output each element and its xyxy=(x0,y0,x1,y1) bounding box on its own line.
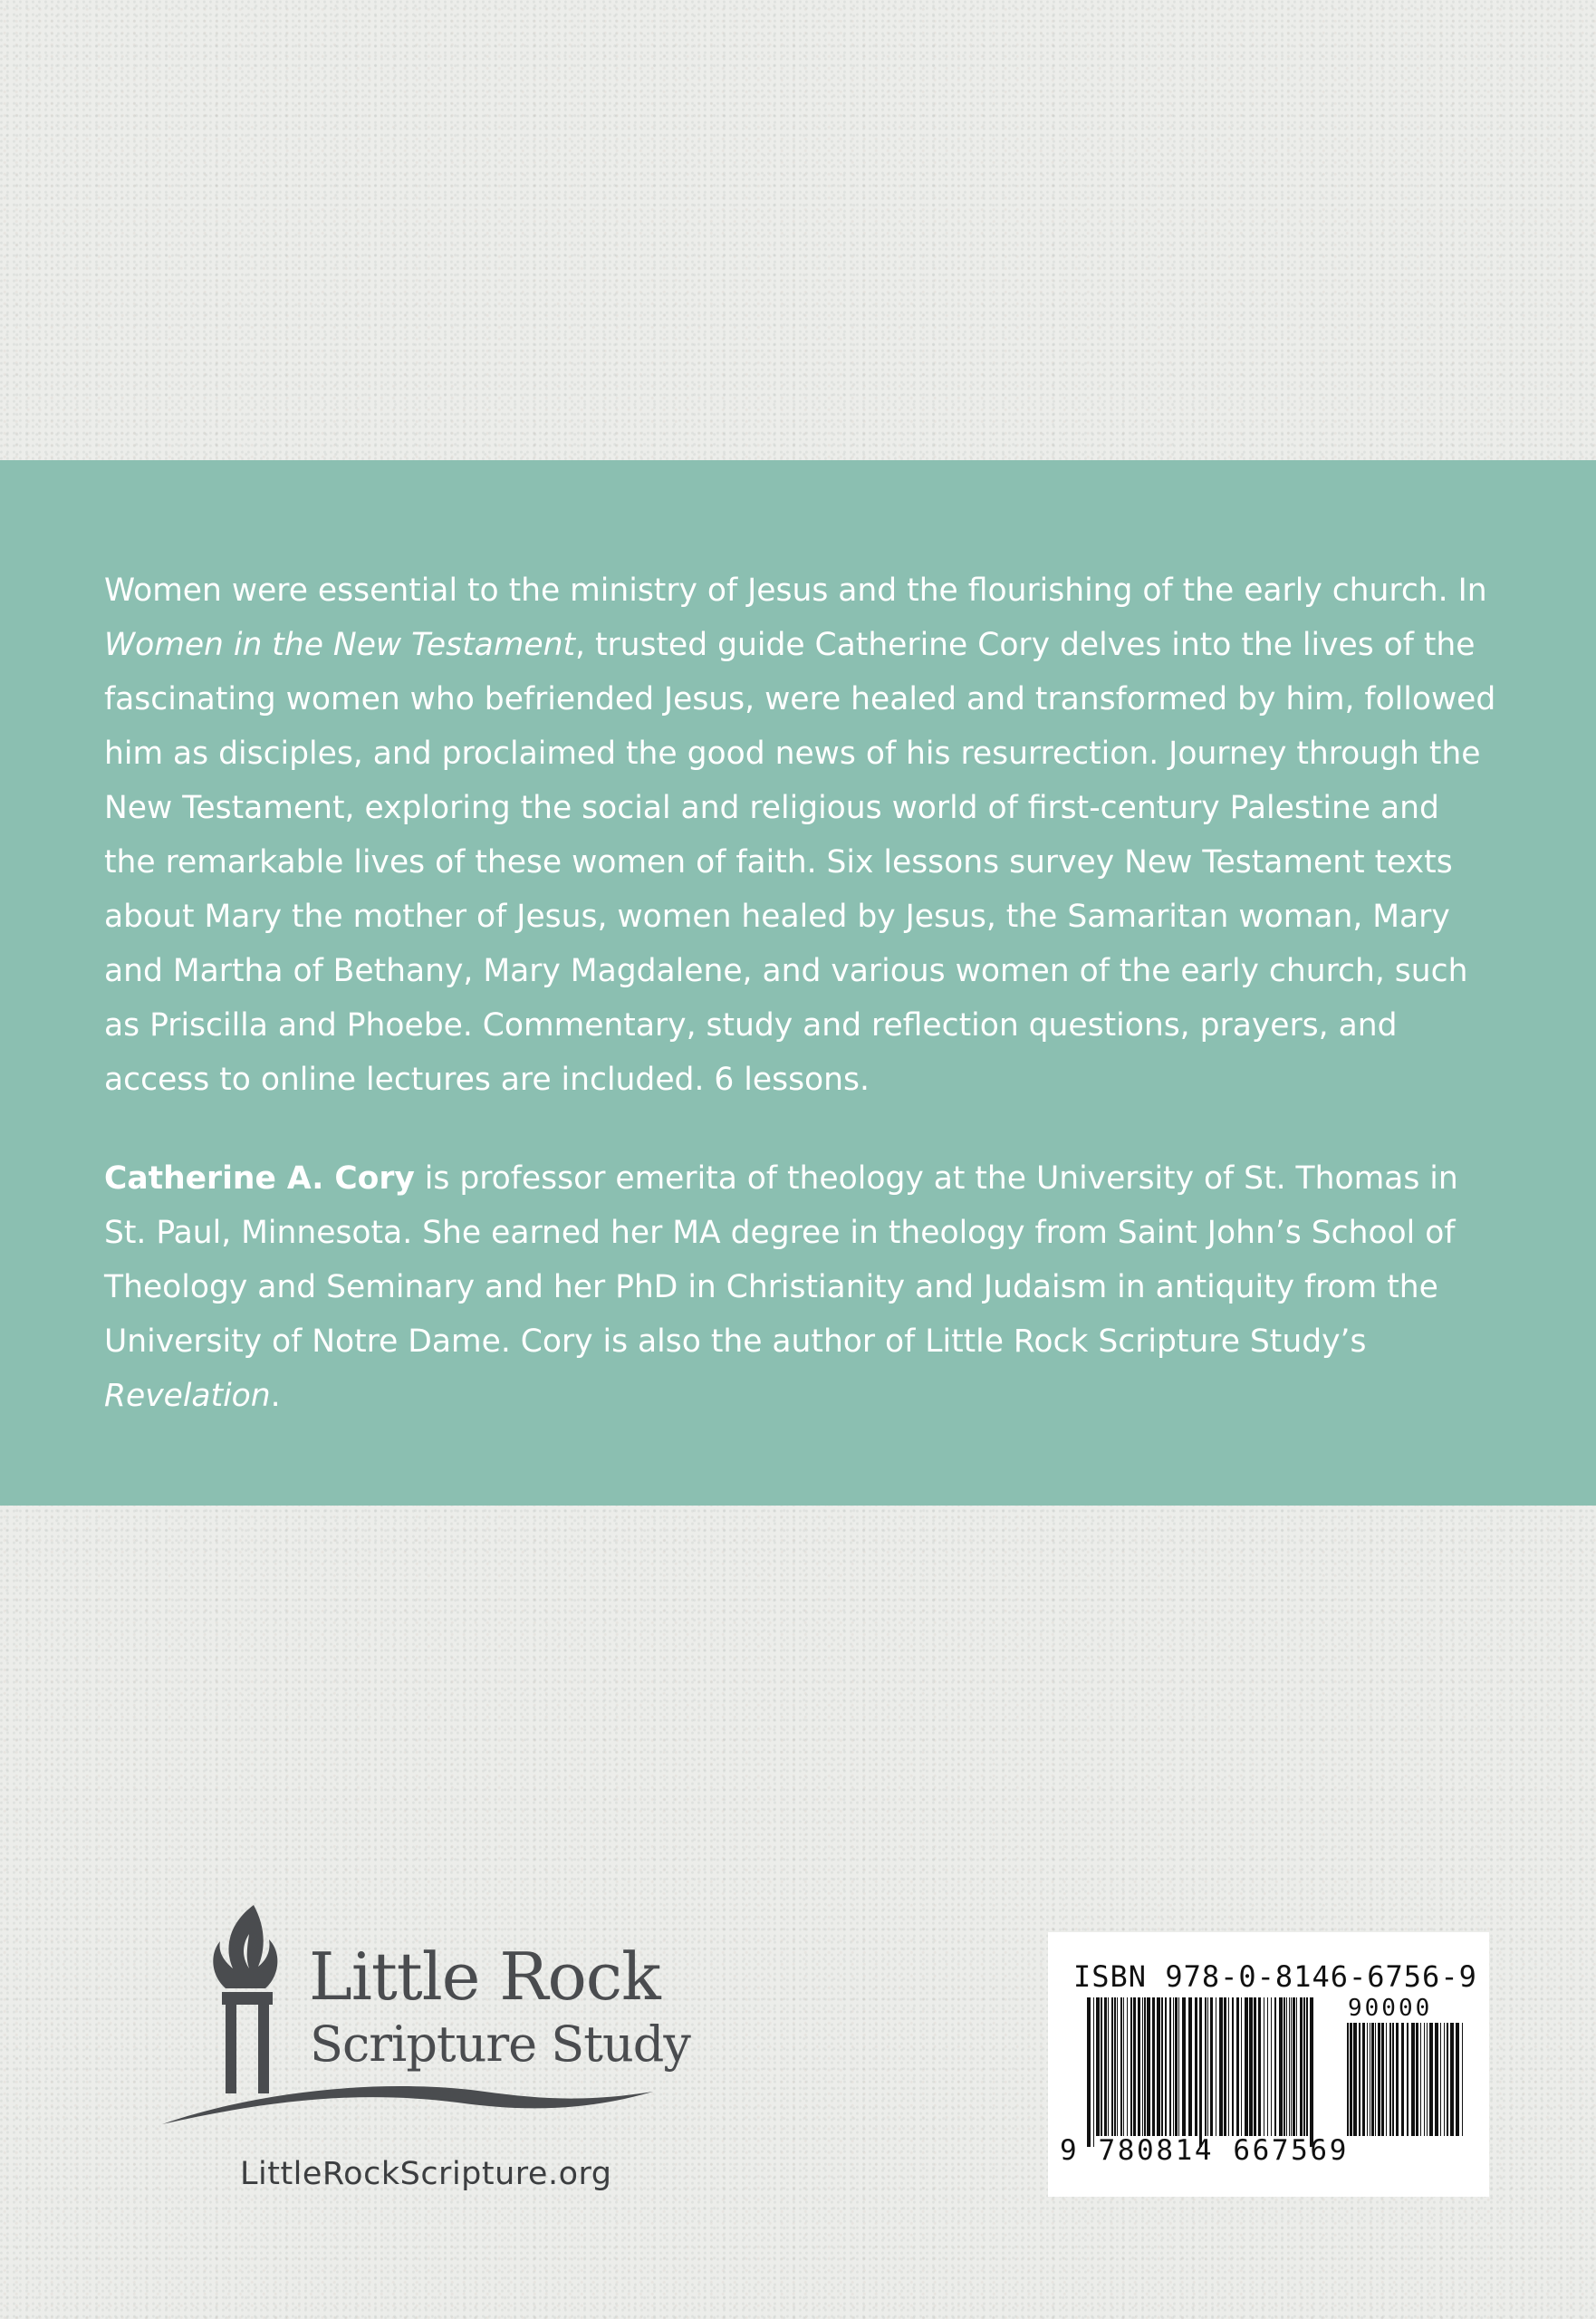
candle-body-left xyxy=(226,2005,236,2093)
barcode-bar xyxy=(1310,1997,1313,2147)
barcode-bar xyxy=(1381,2023,1384,2136)
barcode-bar xyxy=(1375,2023,1376,2136)
barcode-bar xyxy=(1138,1997,1140,2136)
barcode-bar xyxy=(1367,2023,1368,2136)
barcode-bar xyxy=(1450,2023,1454,2136)
barcode-bar xyxy=(1424,2023,1425,2136)
barcode-bar xyxy=(1207,1997,1208,2136)
barcode-bar xyxy=(1303,1997,1305,2136)
barcode-bar xyxy=(1353,2023,1357,2136)
barcode-bar xyxy=(1274,1997,1276,2136)
book-description xyxy=(104,563,1499,1107)
barcode-bar xyxy=(1396,2023,1399,2136)
barcode-bar xyxy=(1236,1997,1239,2136)
barcode-bar xyxy=(1232,1997,1234,2136)
barcode-bar xyxy=(1123,1997,1124,2136)
barcode-bar xyxy=(1120,1997,1122,2136)
publisher-name-line2: Scripture Study xyxy=(310,2016,690,2073)
barcode-bar xyxy=(1224,1997,1226,2136)
barcode-bar xyxy=(1254,1997,1256,2136)
barcode-bar xyxy=(1300,1997,1303,2136)
barcode-bar xyxy=(1411,2023,1415,2136)
barcode-bar xyxy=(1435,2023,1438,2136)
barcode-bar xyxy=(1144,1997,1146,2136)
barcode-bar xyxy=(1127,1997,1128,2136)
barcode-bar xyxy=(1347,2023,1349,2136)
barcode-bar xyxy=(1210,1997,1213,2136)
barcode-bar xyxy=(1462,2023,1463,2136)
barcode-bar xyxy=(1169,1997,1171,2136)
barcode-bar xyxy=(1165,1997,1167,2136)
author-bio-text: is professor emerita of theology at the University of St. Thomas in St. Paul, Minnesota. She earned her MA degree in theology from Saint John’s School of Theology and Seminary and her PhD in Christianity and Judaism in antiquity from the University of Notre Dame. Cory is also the author of Little Rock Scripture Study’s xyxy=(104,1160,1458,1360)
barcode-bar xyxy=(1147,1997,1150,2136)
barcode-bar xyxy=(1199,1997,1202,2147)
barcode-bar xyxy=(1093,1997,1094,2147)
barcode-bar xyxy=(1296,1997,1297,2136)
barcode-bar xyxy=(1173,1997,1174,2136)
barcode-bar xyxy=(1182,1997,1186,2136)
barcode-bar xyxy=(1350,2023,1352,2136)
barcode-bar xyxy=(1104,1997,1107,2136)
barcode-bar xyxy=(1161,1997,1163,2136)
barcode-bar xyxy=(1142,1997,1143,2136)
publisher-url: LittleRockScripture.org xyxy=(240,2156,612,2192)
barcode-bar xyxy=(1245,1997,1248,2136)
barcode-bar xyxy=(1456,2023,1459,2136)
author-name: Catherine A. Cory xyxy=(104,1160,415,1197)
barcode-bar xyxy=(1219,1997,1223,2136)
ean-barcode xyxy=(1087,1997,1313,2147)
barcode-bar xyxy=(1286,1997,1287,2136)
price-code: 90000 xyxy=(1348,1995,1433,2022)
barcode-bar xyxy=(1427,2023,1428,2136)
barcode-bar xyxy=(1114,1997,1116,2136)
description-body: , trusted guide Catherine Cory delves into the lives of the fascinating women who befriended Jesus, were healed and transformed by him, followed him as disciples, and proclaimed the good news of his resurrection. Journey through the New Testament, exploring the social and religious world of first-century Palestine and the remarkable lives of these women of faith. Six lessons survey New Testament texts about Mary the mother of Jesus, women healed by Jesus, the Samaritan woman, Mary and Martha of Bethany, Mary Magdalene, and various women of the early church, such as Priscilla and Phoebe. Commentary, study and reflection questions, prayers, and access to online lectures are included. 6 lessons. xyxy=(104,627,1496,1098)
barcode-bar xyxy=(1267,1997,1268,2136)
barcode-bar xyxy=(1205,1997,1207,2136)
barcode-bar xyxy=(1188,1997,1192,2136)
barcode-bar xyxy=(1111,1997,1113,2136)
barcode-bar xyxy=(1241,1997,1242,2136)
barcode-bar xyxy=(1258,1997,1261,2136)
barcode-bar xyxy=(1389,2023,1391,2136)
barcode-bar xyxy=(1291,1997,1292,2136)
barcode-bar xyxy=(1378,2023,1380,2136)
barcode-bar xyxy=(1195,1997,1197,2136)
barcode-bar xyxy=(1157,1997,1160,2136)
barcode-bar xyxy=(1362,2023,1365,2136)
addon-barcode xyxy=(1347,2023,1465,2147)
barcode-bar xyxy=(1130,1997,1132,2136)
barcode-bar xyxy=(1249,1997,1253,2136)
barcode-bar xyxy=(1429,2023,1433,2136)
barcode-bar xyxy=(1271,1997,1272,2136)
author-bio: Catherine A. Cory is professor emerita of theology at the University of St. Thomas in St. Paul, Minnesota. She earned her MA degree in theology from Saint John’s School of Theology and Seminary and her PhD in Christianity and Judaism in antiquity from the University of Notre Dame. Cory is also the author of Little Rock Scripture Study’s Revelation. xyxy=(104,1160,1458,1414)
barcode-bar xyxy=(1420,2023,1421,2136)
barcode-bar xyxy=(1279,1997,1283,2136)
barcode-bar xyxy=(1289,1997,1290,2136)
barcode-bar xyxy=(1087,1997,1091,2147)
ean-digits: 9 780814 667569 xyxy=(1060,2134,1349,2167)
barcode-bar xyxy=(1284,1997,1285,2136)
barcode-bar xyxy=(1371,2023,1374,2136)
barcode-bar xyxy=(1108,1997,1109,2136)
barcode-bar xyxy=(1444,2023,1445,2136)
other-book-title: Revelation xyxy=(104,1378,271,1414)
barcode-bar xyxy=(1152,1997,1155,2136)
barcode-bar xyxy=(1447,2023,1448,2136)
flame-icon xyxy=(213,1905,277,1988)
barcode-bar xyxy=(1228,1997,1229,2136)
barcode-bar xyxy=(1096,1997,1100,2136)
candle-body-right xyxy=(258,2005,269,2093)
publisher-name-line1: Little Rock xyxy=(309,1939,660,2015)
book-title: Women in the New Testament xyxy=(104,627,576,663)
barcode-bar xyxy=(1178,1997,1179,2136)
barcode-bar xyxy=(1101,1997,1102,2136)
barcode-bar xyxy=(1133,1997,1136,2136)
barcode-bar xyxy=(1416,2023,1418,2136)
barcode-bar xyxy=(1386,2023,1387,2136)
isbn-label: ISBN 978-0-8146-6756-9 xyxy=(1073,1959,1477,1994)
barcode-bar xyxy=(1175,1997,1178,2136)
barcode-bar xyxy=(1392,2023,1394,2136)
barcode-bar xyxy=(1401,2023,1404,2136)
barcode-bar xyxy=(1293,1997,1295,2136)
candle-cap xyxy=(222,1992,273,2005)
description-lead: Women were essential to the ministry of Jesus and the flourishing of the early church. In xyxy=(104,573,1487,609)
barcode-bar xyxy=(1407,2023,1409,2136)
barcode-bar xyxy=(1306,1997,1308,2136)
barcode-bar xyxy=(1117,1997,1118,2136)
barcode-bar xyxy=(1359,2023,1360,2136)
barcode-bar xyxy=(1440,2023,1441,2136)
